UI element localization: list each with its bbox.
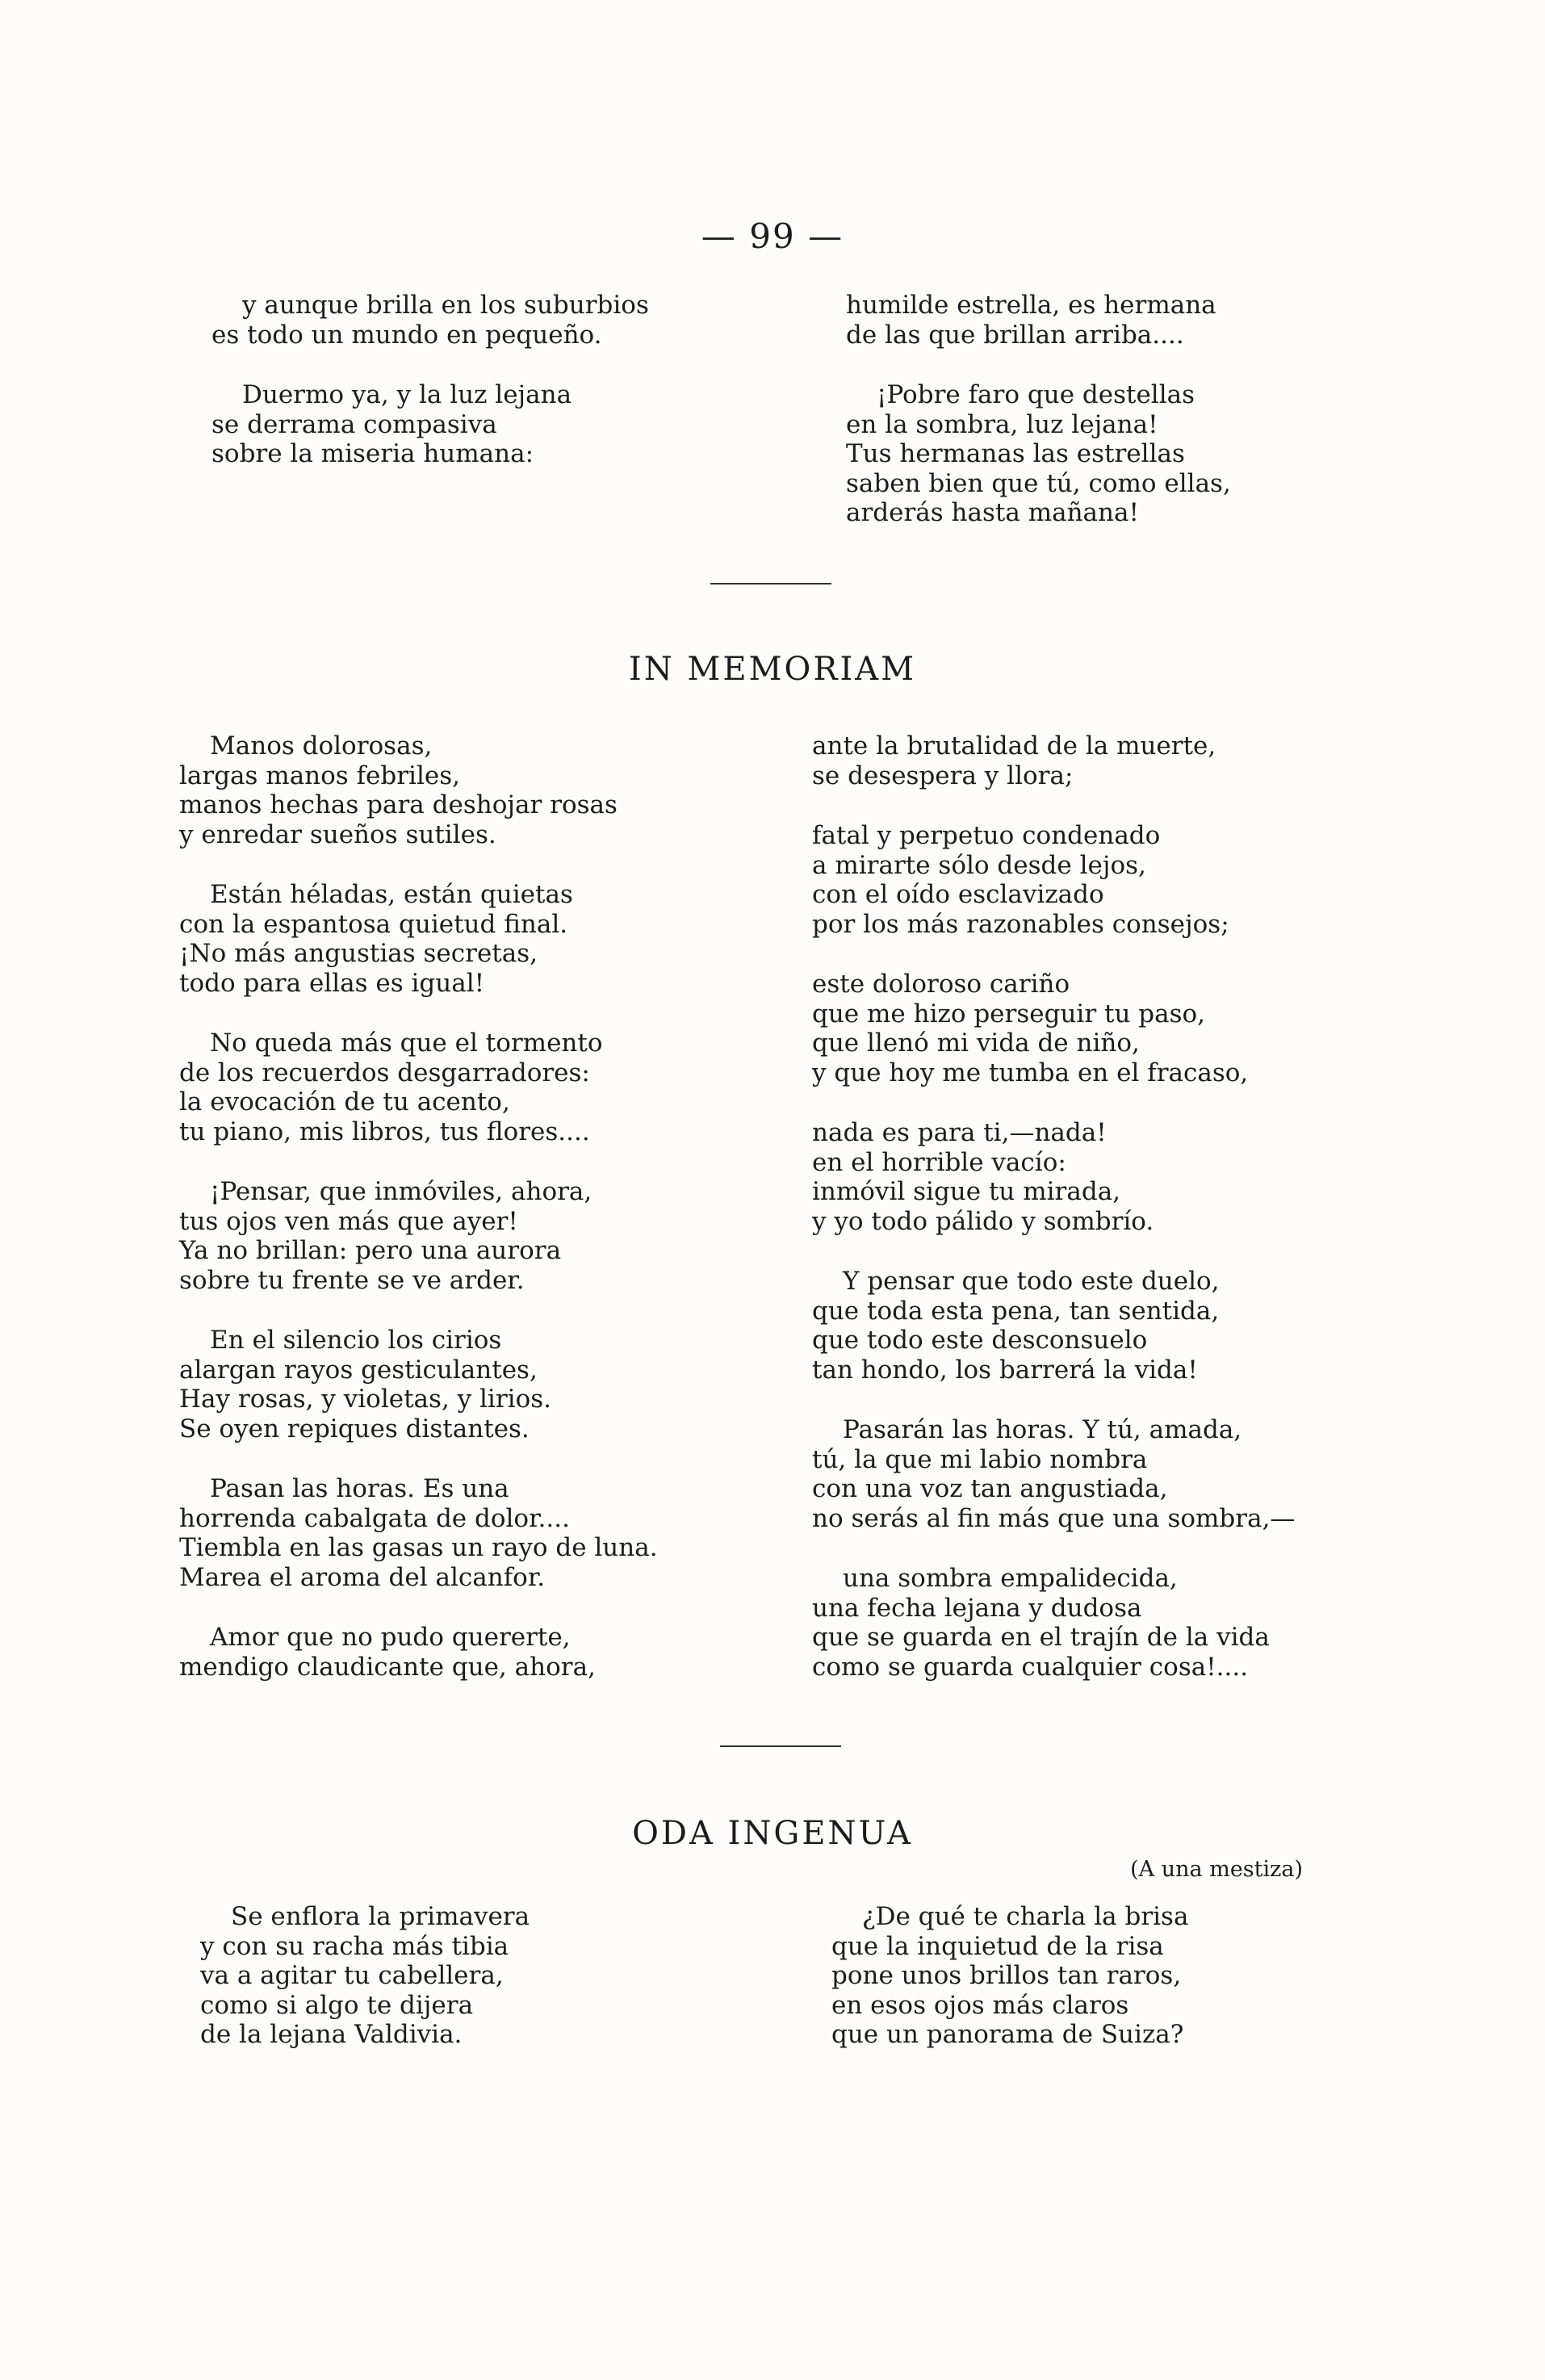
verse-line: no serás al fin más que una sombra,— xyxy=(812,1503,1296,1533)
verse-line: Se enflora la primavera xyxy=(231,1902,530,1931)
stanza xyxy=(179,1029,658,1146)
verse-line: Pasarán las horas. Y tú, amada, xyxy=(843,1415,1242,1444)
verse-line: que toda esta pena, tan sentida, xyxy=(812,1296,1220,1326)
verse-line: ¿De qué te charla la brisa xyxy=(862,1902,1189,1931)
stanza xyxy=(812,1118,1295,1236)
section-title-oda-ingenua: ODA INGENUA xyxy=(632,1815,913,1852)
verse-line: en esos ojos más claros xyxy=(831,1990,1129,2020)
verse-line: por los más razonables consejos; xyxy=(812,909,1229,939)
stanza xyxy=(179,1474,658,1592)
verse-line: se desespera y llora; xyxy=(812,761,1074,790)
verse-line: sobre tu frente se ve arder. xyxy=(179,1265,525,1295)
stanza xyxy=(179,880,658,998)
stanza xyxy=(846,291,1231,350)
verse-line: inmóvil sigue tu mirada, xyxy=(812,1177,1121,1206)
verse-line: con la espantosa quietud final. xyxy=(179,909,568,939)
verse-line: Marea el aroma del alcanfor. xyxy=(179,1562,546,1592)
verse-line: pone unos brillos tan raros, xyxy=(831,1961,1182,1990)
stanza xyxy=(812,731,1295,790)
verse-line: a mirarte sólo desde lejos, xyxy=(812,850,1146,880)
stanza xyxy=(179,1326,658,1444)
stanza xyxy=(812,970,1295,1087)
verse-line: la evocación de tu acento, xyxy=(179,1087,510,1117)
verse-line: con una voz tan angustiada, xyxy=(812,1474,1168,1503)
verse-line: en la sombra, luz lejana! xyxy=(846,409,1158,439)
verse-line: Se oyen repiques distantes. xyxy=(179,1414,530,1444)
stanza xyxy=(831,1902,1188,2050)
verse-line: sobre la miseria humana: xyxy=(211,439,534,468)
section-title-in-memoriam: IN MEMORIAM xyxy=(628,651,917,688)
stanza xyxy=(812,1415,1295,1533)
verse-line: como se guarda cualquier cosa!.... xyxy=(812,1652,1249,1682)
verse-line: se derrama compasiva xyxy=(211,409,497,439)
verse-line: que llenó mi vida de niño, xyxy=(812,1029,1140,1058)
verse-line: No queda más que el tormento xyxy=(210,1029,603,1058)
verse-line: y con su racha más tibia xyxy=(200,1931,509,1961)
verse-line: En el silencio los cirios xyxy=(210,1326,502,1355)
stanza xyxy=(179,1177,658,1295)
verse-line: este doloroso cariño xyxy=(812,970,1070,999)
verse-line: Hay rosas, y violetas, y lirios. xyxy=(179,1385,552,1414)
verse-line: de los recuerdos desgarradores: xyxy=(179,1058,590,1087)
verse-line: que se guarda en el trajín de la vida xyxy=(812,1623,1270,1652)
verse-line: Están héladas, están quietas xyxy=(210,880,573,909)
stanza xyxy=(812,1564,1295,1682)
verse-line: tus ojos ven más que ayer! xyxy=(179,1206,518,1236)
verse-line: es todo un mundo en pequeño. xyxy=(211,320,602,350)
verse-line: que me hizo perseguir tu paso, xyxy=(812,999,1206,1029)
stanza xyxy=(846,380,1231,528)
stanza xyxy=(211,291,649,350)
verse-line: alargan rayos gesticulantes, xyxy=(179,1355,538,1385)
verse-line: Tiembla en las gasas un rayo de luna. xyxy=(179,1533,658,1562)
verse-line: saben bien que tú, como ellas, xyxy=(846,468,1231,498)
poem-column-in-memoriam-left xyxy=(179,731,658,1682)
verse-line: tu piano, mis libros, tus flores.... xyxy=(179,1117,590,1146)
verse-line: Manos dolorosas, xyxy=(210,731,433,761)
verse-line: ¡Pensar, que inmóviles, ahora, xyxy=(210,1177,592,1206)
verse-line: nada es para ti,—nada! xyxy=(812,1118,1107,1147)
verse-line: largas manos febriles, xyxy=(179,761,460,790)
verse-line: una sombra empalidecida, xyxy=(843,1564,1178,1593)
verse-line: Ya no brillan: pero una aurora xyxy=(179,1236,562,1265)
verse-line: Duermo ya, y la luz lejana xyxy=(242,380,572,409)
stanza xyxy=(179,731,658,849)
verse-line: va a agitar tu cabellera, xyxy=(200,1961,504,1990)
verse-line: una fecha lejana y dudosa xyxy=(812,1593,1142,1623)
verse-line: Y pensar que todo este duelo, xyxy=(843,1267,1220,1296)
verse-line: ¡Pobre faro que destellas xyxy=(877,380,1195,409)
dedication: (A una mestiza) xyxy=(1130,1857,1303,1882)
stanza xyxy=(211,380,649,469)
section-divider xyxy=(710,583,831,585)
verse-line: Amor que no pudo quererte, xyxy=(210,1623,571,1652)
section-divider xyxy=(720,1745,841,1747)
verse-line: y aunque brilla en los suburbios xyxy=(242,291,649,320)
verse-line: tú, la que mi labio nombra xyxy=(812,1444,1148,1474)
poem-column-oda-ingenua-left xyxy=(200,1902,530,2050)
poem-column-top-right xyxy=(846,291,1231,528)
verse-line: fatal y perpetuo condenado xyxy=(812,821,1161,850)
verse-line: y enredar sueños sutiles. xyxy=(179,819,496,849)
stanza xyxy=(200,1902,530,2050)
verse-line: como si algo te dijera xyxy=(200,1990,474,2020)
verse-line: arderás hasta mañana! xyxy=(846,498,1139,527)
poem-column-top-left xyxy=(211,291,649,469)
stanza xyxy=(812,821,1295,939)
verse-line: Tus hermanas las estrellas xyxy=(846,439,1185,468)
stanza xyxy=(812,1267,1295,1385)
page-number: — 99 — xyxy=(701,216,844,256)
verse-line: mendigo claudicante que, ahora, xyxy=(179,1652,596,1682)
verse-line: en el horrible vacío: xyxy=(812,1147,1066,1177)
verse-line: de las que brillan arriba.... xyxy=(846,320,1184,350)
verse-line: con el oído esclavizado xyxy=(812,880,1104,909)
verse-line: de la lejana Valdivia. xyxy=(200,2020,463,2049)
verse-line: que un panorama de Suiza? xyxy=(831,2020,1184,2049)
verse-line: ¡No más angustias secretas, xyxy=(179,939,538,968)
verse-line: horrenda cabalgata de dolor.... xyxy=(179,1503,570,1533)
verse-line: que la inquietud de la risa xyxy=(831,1931,1164,1961)
verse-line: y yo todo pálido y sombrío. xyxy=(812,1206,1154,1236)
verse-line: Pasan las horas. Es una xyxy=(210,1474,509,1503)
poem-column-in-memoriam-right xyxy=(812,731,1295,1682)
stanza xyxy=(179,1623,658,1682)
verse-line: que todo este desconsuelo xyxy=(812,1326,1148,1355)
verse-line: ante la brutalidad de la muerte, xyxy=(812,731,1216,761)
verse-line: todo para ellas es igual! xyxy=(179,968,485,998)
verse-line: tan hondo, los barrerá la vida! xyxy=(812,1355,1198,1385)
verse-line: manos hechas para deshojar rosas xyxy=(179,790,618,819)
verse-line: humilde estrella, es hermana xyxy=(846,291,1216,320)
poem-column-oda-ingenua-right xyxy=(831,1902,1188,2050)
verse-line: y que hoy me tumba en el fracaso, xyxy=(812,1058,1249,1087)
